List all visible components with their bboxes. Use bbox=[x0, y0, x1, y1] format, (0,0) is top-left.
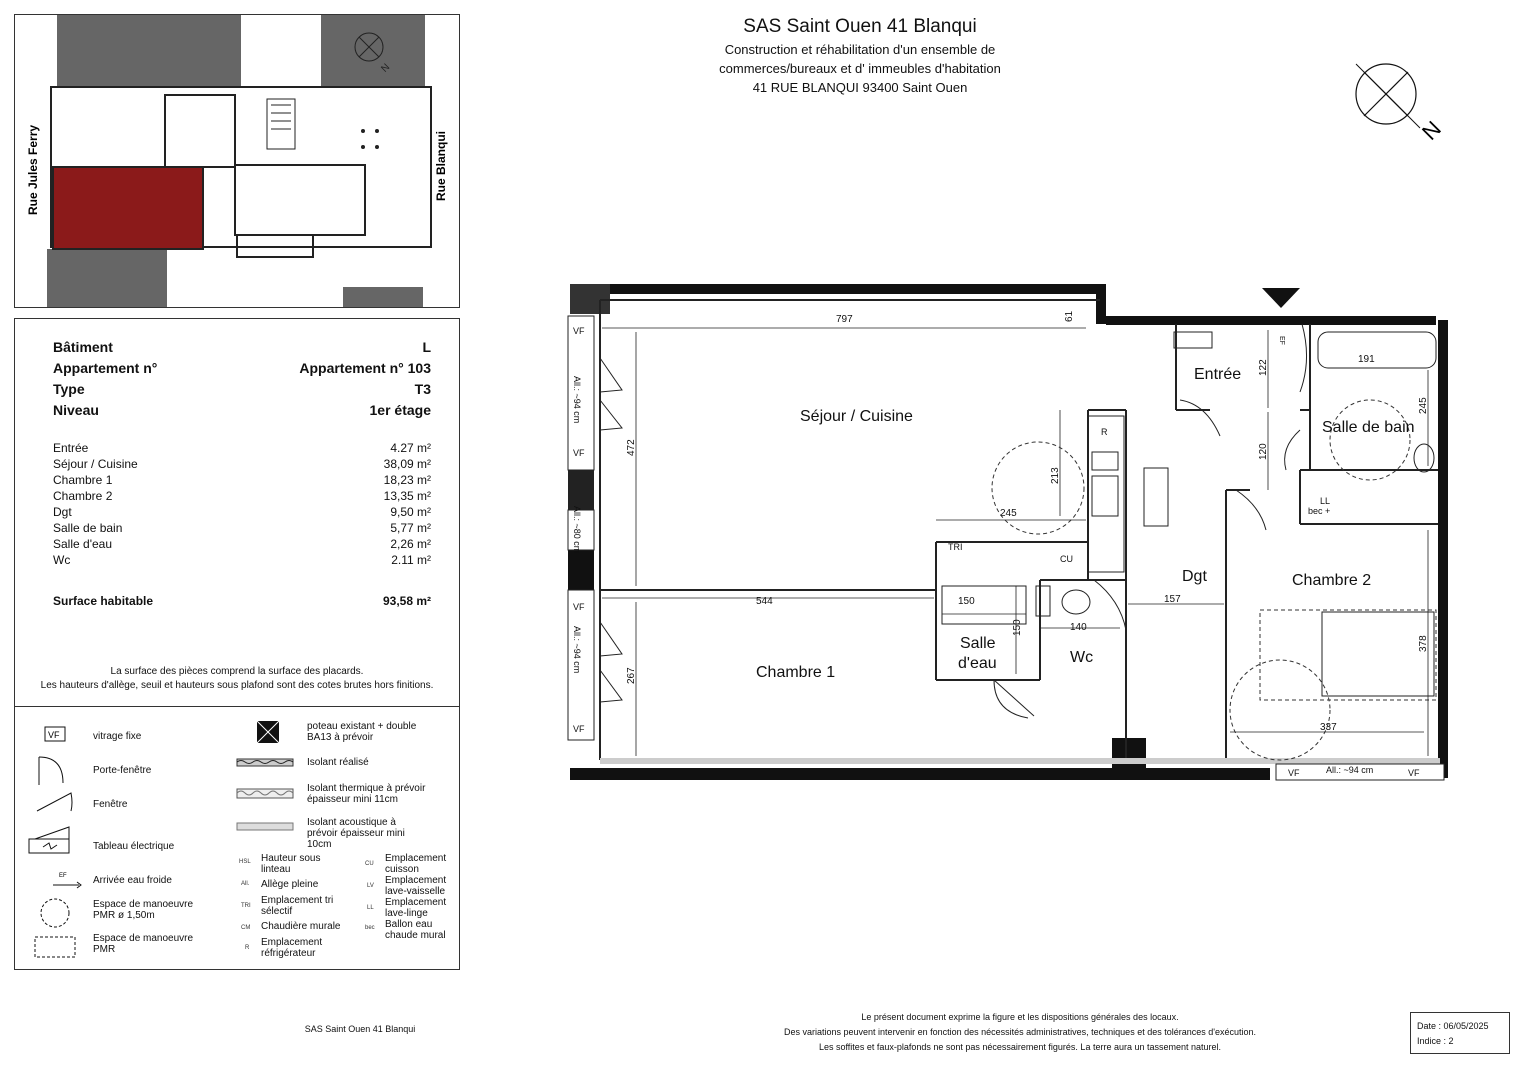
abbr-text-cu: Emplacement cuisson bbox=[385, 853, 447, 875]
legend-text-eau-froide: Arrivée eau froide bbox=[93, 875, 172, 886]
footer-line-2: Des variations peuvent intervenir en fonction des nécessités administratives, techniques et des tolérances d'exécution. bbox=[784, 1027, 1256, 1037]
vf-label-6: VF bbox=[1408, 768, 1420, 778]
info-label-appartement: Appartement n° bbox=[53, 360, 158, 376]
legend bbox=[14, 706, 460, 970]
legend-text-poteau: poteau existant + double BA13 à prévoir bbox=[307, 721, 417, 743]
info-label-type: Type bbox=[53, 381, 85, 397]
dim-150-horizontal: 150 bbox=[958, 596, 975, 607]
dim-472: 472 bbox=[626, 439, 637, 456]
project-description bbox=[640, 40, 1080, 97]
abbr-code-ll: LL bbox=[367, 905, 374, 911]
info-value-niveau: 1er étage bbox=[369, 402, 431, 418]
area-value-sejour: 38,09 m² bbox=[383, 457, 431, 471]
street-left-label: Rue Jules Ferry bbox=[26, 124, 40, 215]
area-value-entree: 4.27 m² bbox=[390, 441, 431, 455]
project-title: SAS Saint Ouen 41 Blanqui bbox=[743, 16, 977, 37]
vf-label-5: VF bbox=[1288, 768, 1300, 778]
area-value-wc: 2.11 m² bbox=[391, 553, 431, 567]
allege-label-2: All.: ~80 cm bbox=[572, 506, 582, 554]
abbr-code-tri: TRI bbox=[241, 903, 251, 909]
footer-disclaimer bbox=[720, 1010, 1320, 1055]
dim-267: 267 bbox=[626, 667, 637, 684]
area-label-wc: Wc bbox=[53, 553, 71, 567]
dim-245-vertical: 245 bbox=[1418, 397, 1429, 414]
legend-vf-label: VF bbox=[48, 730, 60, 740]
area-note-1: La surface des pièces comprend la surface des placards. bbox=[110, 666, 364, 677]
ef-label: EF bbox=[1278, 336, 1285, 345]
footer-indice: Indice : 2 bbox=[1417, 1036, 1454, 1046]
room-label-chambre2: Chambre 2 bbox=[1292, 572, 1372, 589]
area-label-chambre1: Chambre 1 bbox=[53, 473, 113, 487]
abbr-code-r: R bbox=[245, 945, 250, 951]
dim-544: 544 bbox=[756, 596, 773, 607]
room-label-sde-line2: d'eau bbox=[958, 655, 997, 672]
floor-plan bbox=[560, 280, 1460, 800]
apartment-info bbox=[14, 318, 460, 708]
dim-150-vertical: 150 bbox=[1012, 619, 1023, 636]
legend-text-isolant-acoustique: Isolant acoustique à prévoir épaisseur mini 10cm bbox=[307, 817, 405, 850]
room-label-chambre1: Chambre 1 bbox=[756, 664, 836, 681]
legend-text-isolant-realise: Isolant réalisé bbox=[307, 757, 369, 768]
area-value-sdb: 5,77 m² bbox=[390, 521, 431, 535]
abbr-text-r: Emplacement réfrigérateur bbox=[261, 937, 323, 959]
dim-378: 378 bbox=[1418, 635, 1429, 652]
allege-label-4: All.: ~94 cm bbox=[1326, 765, 1374, 775]
total-area-value: 93,58 m² bbox=[382, 594, 431, 608]
abbr-code-lv: LV bbox=[367, 883, 374, 889]
north-arrow-icon bbox=[1350, 60, 1460, 150]
area-label-sde: Salle d'eau bbox=[53, 537, 113, 551]
abbr-text-all: Allège pleine bbox=[261, 879, 319, 890]
dim-797: 797 bbox=[836, 314, 853, 325]
footer-line-1: Le présent document exprime la figure et les dispositions générales des locaux. bbox=[861, 1012, 1179, 1022]
dim-122: 122 bbox=[1258, 359, 1269, 376]
site-plan bbox=[14, 14, 460, 308]
area-label-sejour: Séjour / Cuisine bbox=[53, 457, 138, 471]
abbr-text-cm: Chaudière murale bbox=[261, 921, 341, 932]
info-value-batiment: L bbox=[422, 339, 431, 355]
ll-label: LL bbox=[1320, 496, 1331, 506]
allege-label-3: All.: ~94 cm bbox=[572, 626, 582, 674]
legend-text-fenetre: Fenêtre bbox=[93, 799, 128, 810]
room-label-sdb: Salle de bain bbox=[1322, 419, 1415, 436]
vf-label-3: VF bbox=[573, 602, 585, 612]
dim-61: 61 bbox=[1064, 310, 1075, 322]
abbr-text-lv: Emplacement lave-vaisselle bbox=[385, 875, 447, 897]
area-note-2: Les hauteurs d'allège, seuil et hauteurs sous plafond sont des cotes brutes hors finitions. bbox=[40, 680, 434, 691]
street-right-label: Rue Blanqui bbox=[434, 130, 448, 201]
abbr-text-ll: Emplacement lave-linge bbox=[385, 897, 447, 919]
vf-label-4: VF bbox=[573, 724, 585, 734]
cu-label: CU bbox=[1060, 554, 1073, 564]
area-value-sde: 2,26 m² bbox=[390, 537, 431, 551]
legend-text-porte-fenetre: Porte-fenêtre bbox=[93, 765, 152, 776]
info-value-appartement: Appartement n° 103 bbox=[299, 360, 431, 376]
bec-label: bec + bbox=[1308, 506, 1331, 516]
room-label-sejour: Séjour / Cuisine bbox=[800, 408, 913, 425]
room-label-sde-line1: Salle bbox=[960, 635, 996, 652]
legend-text-pmr-rect: Espace de manoeuvre PMR bbox=[93, 933, 194, 955]
project-line-2: commerces/bureaux et d' immeubles d'habitation bbox=[719, 61, 1001, 76]
legend-ef-label: EF bbox=[59, 873, 67, 879]
dim-191: 191 bbox=[1358, 354, 1375, 365]
dim-337: 337 bbox=[1320, 722, 1337, 733]
area-label-sdb: Salle de bain bbox=[53, 521, 123, 535]
abbr-text-tri: Emplacement tri sélectif bbox=[261, 895, 334, 917]
abbr-code-cm: CM bbox=[241, 925, 251, 931]
abbr-code-all: All. bbox=[241, 881, 250, 887]
total-area-label: Surface habitable bbox=[53, 594, 154, 608]
info-label-niveau: Niveau bbox=[53, 402, 99, 418]
abbr-text-hsl: Hauteur sous linteau bbox=[261, 853, 321, 875]
vf-label-1: VF bbox=[573, 326, 585, 336]
area-label-entree: Entrée bbox=[53, 441, 89, 455]
site-plan-drawing bbox=[15, 15, 459, 307]
info-value-type: T3 bbox=[414, 381, 431, 397]
area-label-dgt: Dgt bbox=[53, 505, 72, 519]
fridge-label: R bbox=[1101, 427, 1108, 437]
dim-140: 140 bbox=[1070, 622, 1087, 633]
legend-text-pmr-circle: Espace de manoeuvre PMR ø 1,50m bbox=[93, 899, 194, 921]
svg-text:N: N bbox=[379, 61, 393, 75]
dim-245: 245 bbox=[1000, 508, 1017, 519]
north-label: N bbox=[1417, 115, 1446, 145]
dim-213: 213 bbox=[1050, 467, 1061, 484]
abbr-code-cu: CU bbox=[365, 861, 374, 867]
abbr-text-bec: Ballon eau chaude mural bbox=[385, 919, 446, 941]
abbr-code-hsl: HSL bbox=[239, 859, 251, 865]
footer-company: SAS Saint Ouen 41 Blanqui bbox=[304, 1024, 416, 1034]
dim-120: 120 bbox=[1258, 443, 1269, 460]
date-indice-box bbox=[1410, 1012, 1510, 1054]
project-line-3: 41 RUE BLANQUI 93400 Saint Ouen bbox=[752, 80, 968, 95]
abbr-code-bec: bec bbox=[365, 925, 375, 931]
project-line-1: Construction et réhabilitation d'un ensemble de bbox=[724, 42, 996, 57]
info-label-batiment: Bâtiment bbox=[53, 339, 113, 355]
area-value-chambre1: 18,23 m² bbox=[383, 473, 431, 487]
dim-157: 157 bbox=[1164, 594, 1181, 605]
legend-text-isolant-thermique: Isolant thermique à prévoir épaisseur mini 11cm bbox=[307, 783, 426, 805]
footer-line-3: Les soffites et faux-plafonds ne sont pas nécessairement figurés. La terre aura un tassement naturel. bbox=[818, 1042, 1222, 1052]
area-label-chambre2: Chambre 2 bbox=[53, 489, 113, 503]
room-label-wc: Wc bbox=[1070, 649, 1094, 666]
legend-text-vf: vitrage fixe bbox=[93, 731, 142, 742]
legend-text-tableau: Tableau électrique bbox=[93, 841, 175, 852]
room-label-dgt: Dgt bbox=[1182, 568, 1207, 585]
area-value-dgt: 9,50 m² bbox=[390, 505, 431, 519]
tri-label: TRI bbox=[948, 542, 963, 552]
vf-label-2: VF bbox=[573, 448, 585, 458]
allege-label-1: All.: ~94 cm bbox=[572, 376, 582, 424]
area-value-chambre2: 13,35 m² bbox=[383, 489, 431, 503]
footer-date: Date : 06/05/2025 bbox=[1417, 1021, 1489, 1031]
room-label-entree: Entrée bbox=[1194, 366, 1242, 383]
